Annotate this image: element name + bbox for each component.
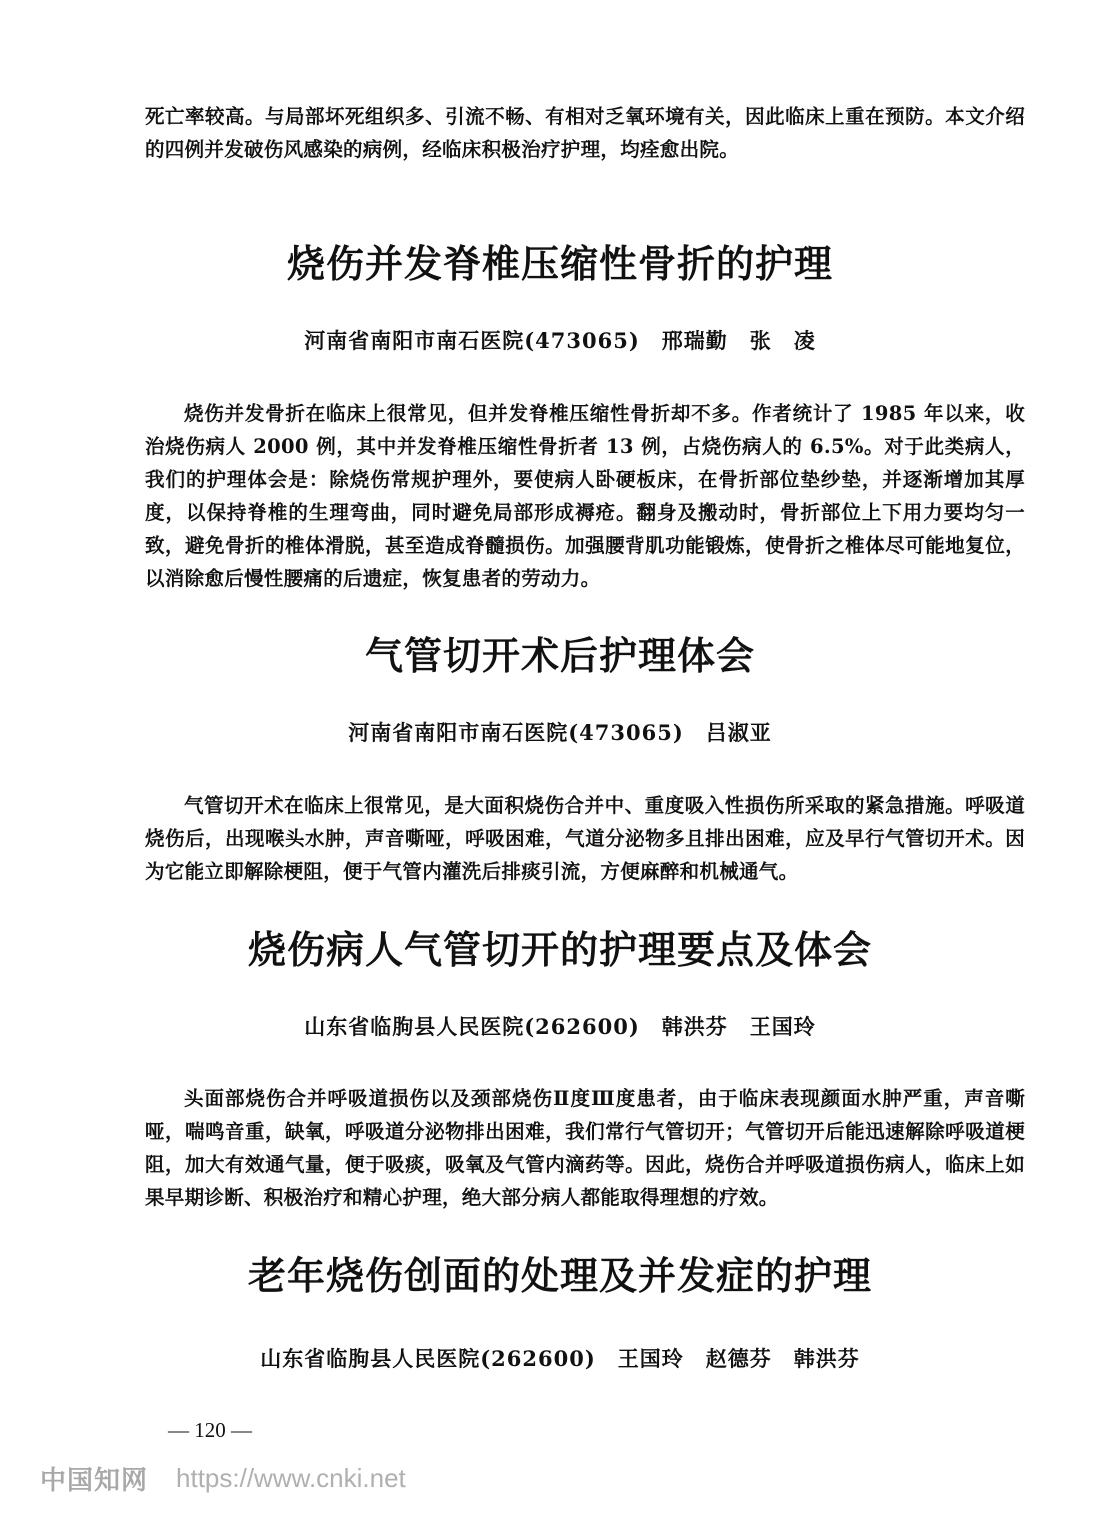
- section-4-title: 老年烧伤创面的处理及并发症的护理: [247, 1254, 872, 1298]
- section-3-title: 烧伤病人气管切开的护理要点及体会: [247, 928, 872, 972]
- cnki-watermark: [40, 1460, 406, 1497]
- section-1-title: 烧伤并发脊椎压缩性骨折的护理: [286, 242, 833, 286]
- section-2-title: 气管切开术后护理体会: [364, 634, 755, 678]
- intro-tail-paragraph: 死亡率较高。与局部坏死组织多、引流不畅、有相对乏氧环境有关，因此临床上重在预防。本文介绍的四例并发破伤风感染的病例，经临床积极治疗护理，均痊愈出院。: [145, 105, 1025, 161]
- section-3-byline: 山东省临朐县人民医院(262600) 韩洪芬 王国玲: [304, 1014, 816, 1039]
- cnki-url: https://www.cnki.net: [176, 1463, 406, 1493]
- section-3-body: 头面部烧伤合并呼吸道损伤以及颈部烧伤Ⅱ度Ⅲ度患者，由于临床表现颜面水肿严重，声音嘶哑，喘鸣音重，缺氧，呼吸道分泌物排出困难，我们常行气管切开；气管切开后能迅速解除呼吸道梗阻，加大有效通气量，便于吸痰，吸氧及气管内滴药等。因此，烧伤合并呼吸道损伤病人，临床上如果早期诊断、积极治疗和精心护理，绝大部分病人都能取得理想的疗效。: [145, 1087, 1025, 1209]
- section-2-body: 气管切开术在临床上很常见，是大面积烧伤合并中、重度吸入性损伤所采取的紧急措施。呼吸道烧伤后，出现喉头水肿，声音嘶哑，呼吸困难，气道分泌物多且排出困难，应及早行气管切开术。因为它能立即解除梗阻，便于气管内灌洗后排痰引流，方便麻醉和机械通气。: [145, 794, 1025, 883]
- section-1-byline: 河南省南阳市南石医院(473065) 邢瑞勤 张 凌: [304, 328, 816, 353]
- section-2-byline: 河南省南阳市南石医院(473065) 吕淑亚: [348, 720, 772, 745]
- page-number: — 120 —: [168, 1418, 252, 1442]
- section-1-body: 烧伤并发骨折在临床上很常见，但并发脊椎压缩性骨折却不多。作者统计了 1985 年以来，收治烧伤病人 2000 例，其中并发脊椎压缩性骨折者 13 例，占烧伤病人的 6.5%。对于此类病人，我们的护理体会是：除烧伤常规护理外，要使病人卧硬板床，在骨折部位垫纱垫，并逐渐增加其厚度，以保持脊椎的生理弯曲，同时避免局部形成褥疮。翻身及搬动时，骨折部位上下用力要均匀一致，避免骨折的椎体滑脱，甚至造成脊髓损伤。加强腰背肌功能锻炼，使骨折之椎体尽可能地复位，以消除愈后慢性腰痛的后遗症，恢复患者的劳动力。: [145, 402, 1025, 590]
- section-4-byline: 山东省临朐县人民医院(262600) 王国玲 赵德芬 韩洪芬: [260, 1346, 860, 1371]
- cnki-logo: 中国知网: [40, 1465, 149, 1495]
